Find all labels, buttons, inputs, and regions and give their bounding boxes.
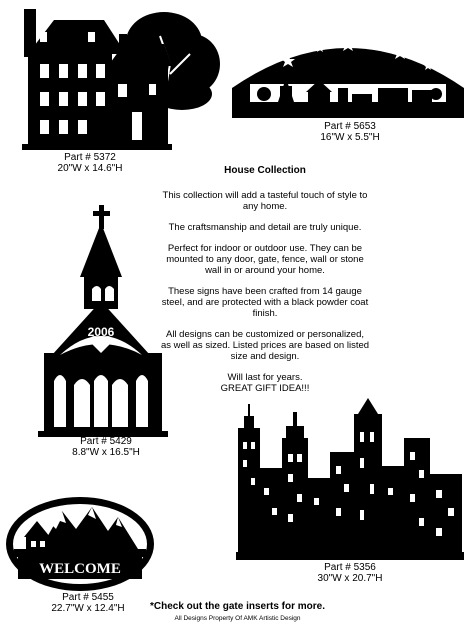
dimensions: 8.8"W x 16.5"H [72, 447, 140, 458]
collection-description [160, 165, 370, 394]
description-paragraph: This collection will add a tasteful touch of style to any home. [162, 190, 368, 212]
copyright-notice: All Designs Property Of AMK Artistic Design [174, 615, 301, 622]
church-silhouette [38, 205, 168, 437]
welcome-oval-silhouette [4, 495, 156, 593]
dimensions: 20"W x 14.6"H [57, 163, 123, 174]
part-number: Part # 5372 [64, 152, 116, 163]
dimensions: 22.7"W x 12.4"H [51, 603, 125, 614]
description-paragraph: These signs have been crafted from 14 gauge steel, and are protected with a black powder coat finish. [161, 286, 369, 319]
welcome-engraving: WELCOME [39, 561, 121, 577]
house-with-tree-silhouette [14, 4, 224, 154]
part-number: Part # 5356 [324, 562, 376, 573]
description-line: GREAT GIFT IDEA!!! [220, 383, 310, 394]
village-arch-silhouette [228, 18, 468, 120]
part-number: Part # 5429 [80, 436, 132, 447]
description-line: Will last for years. [227, 372, 303, 383]
city-skyline-silhouette [236, 398, 464, 560]
gate-inserts-note: *Check out the gate inserts for more. [149, 601, 326, 612]
description-paragraph: All designs can be customized or personalized, as well as sized. Listed prices are based on listed size and design. [160, 329, 370, 362]
dimensions: 30"W x 20.7"H [317, 573, 383, 584]
dimensions: 16"W x 5.5"H [320, 132, 380, 143]
part-number: Part # 5653 [324, 121, 376, 132]
collection-title: House Collection [224, 165, 306, 176]
description-paragraph: The craftsmanship and detail are truly unique. [168, 222, 362, 233]
part-number: Part # 5455 [62, 592, 114, 603]
description-paragraph: Perfect for indoor or outdoor use. They can be mounted to any door, gate, fence, wall or stone wall in or around your home. [166, 243, 364, 276]
year-engraving: 2006 [87, 325, 115, 339]
